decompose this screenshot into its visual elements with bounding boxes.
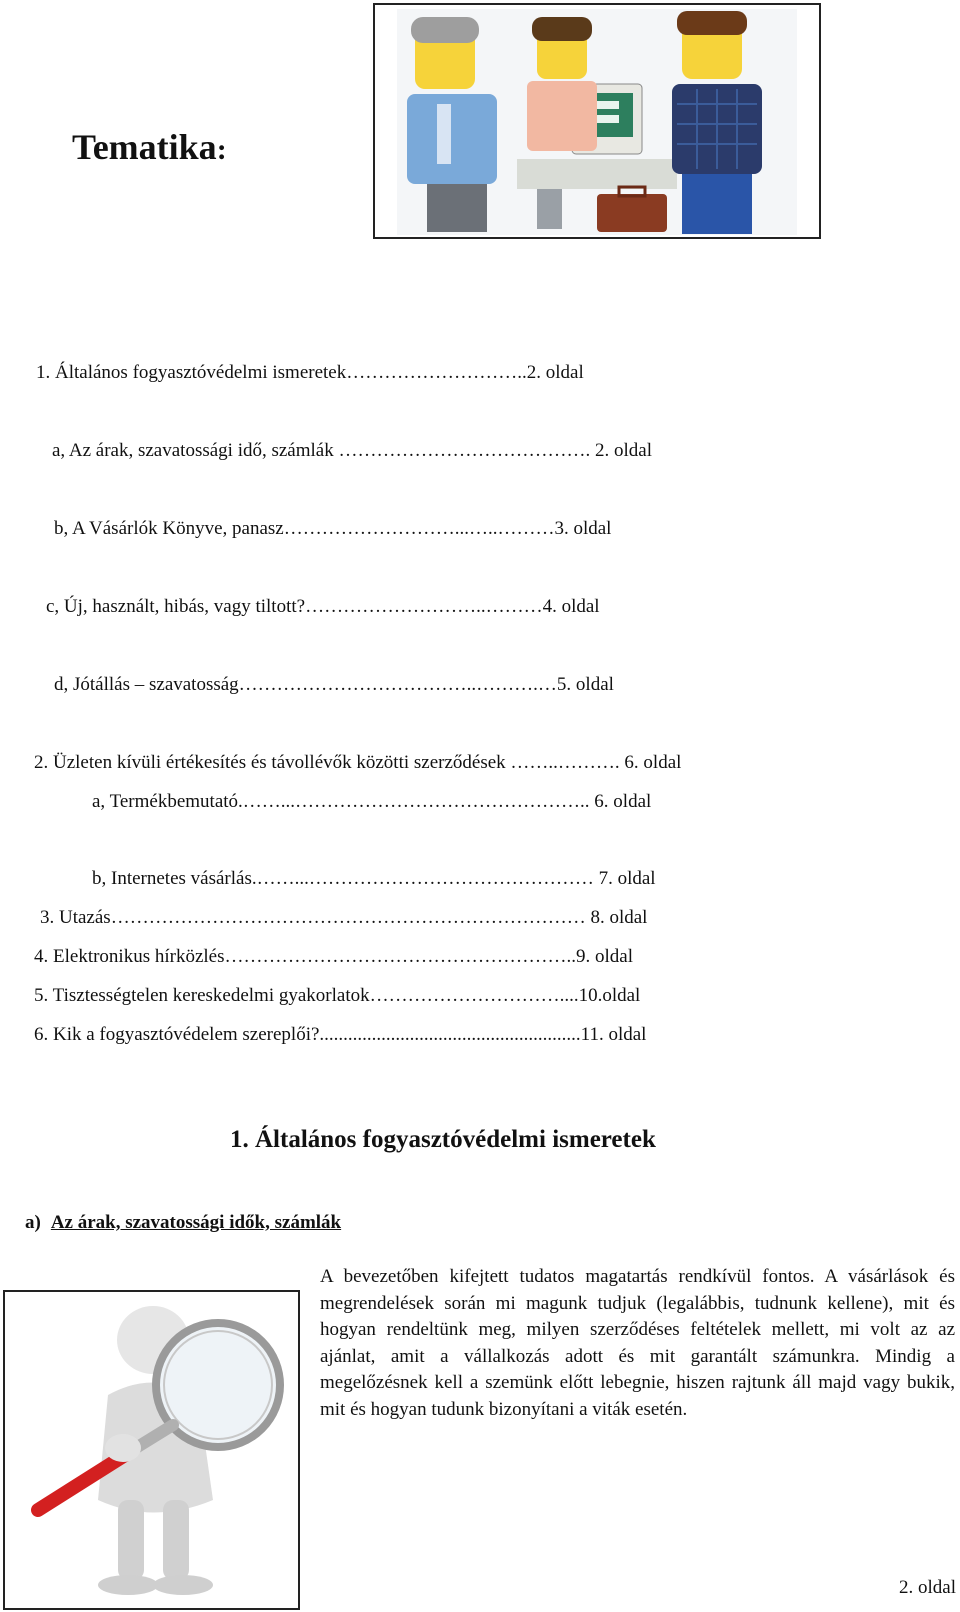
toc-item-1d: d, Jótállás – szavatosság………………………………..……….…5. oldal <box>54 674 614 695</box>
subsection-heading <box>25 1212 341 1234</box>
toc-item-6: 6. Kik a fogyasztóvédelem szereplői?.......................................................11. oldal <box>34 1024 647 1045</box>
toc-item-2: 2. Üzleten kívüli értékesítés és távollévők közötti szerződések ……..………. 6. oldal <box>34 752 682 773</box>
page-title: Tematika: <box>72 127 227 167</box>
toc-item-2a: a, Termékbemutató.……...……………………………………….. 6. oldal <box>92 791 652 812</box>
toc-item-1b: b, A Vásárlók Könyve, panasz………………………...…..………3. oldal <box>54 518 612 539</box>
magnifying-glass-figure-image <box>3 1290 300 1610</box>
toc-item-4: 4. Elektronikus hírközlés………………………………………………..9. oldal <box>34 946 633 967</box>
subsection-title: Az árak, szavatossági idők, számlák <box>50 1212 342 1233</box>
toc-item-3: 3. Utazás………………………………………………………………… 8. oldal <box>40 907 648 928</box>
toc-item-1a: a, Az árak, szavatossági idő, számlák …………………………………. 2. oldal <box>52 440 652 461</box>
lego-figures-image <box>373 3 821 239</box>
section-heading: 1. Általános fogyasztóvédelmi ismeretek <box>230 1126 656 1153</box>
toc-item-2b: b, Internetes vásárlás.……...……………………………………… 7. oldal <box>92 868 656 889</box>
toc-item-1: 1. Általános fogyasztóvédelmi ismeretek………………………..2. oldal <box>36 362 584 383</box>
body-paragraph: A bevezetőben kifejtett tudatos magatartás rendkívül fontos. A vásárlások és megrendelések során mi magunk tudjuk (legalábbis, tudnunk kellene), mit és hogyan rendeltünk meg, milyen szerződéses feltételek mellett, mi volt az az ajánlat, amit a vállalkozás adott és mit garantált számunkra. Mindig a megelőzésnek kell a szemünk előtt lebegnie, hiszen rajtunk áll majd vagy bukik, mit és hogyan tudunk bizonyítani a viták esetén. <box>320 1266 955 1420</box>
page-number: 2. oldal <box>899 1577 956 1598</box>
toc-item-5: 5. Tisztességtelen kereskedelmi gyakorlatok…………………………....10.oldal <box>34 985 641 1006</box>
subsection-label: a) <box>25 1212 41 1233</box>
toc-item-1c: c, Új, használt, hibás, vagy tiltott?………………………..………4. oldal <box>46 596 600 617</box>
